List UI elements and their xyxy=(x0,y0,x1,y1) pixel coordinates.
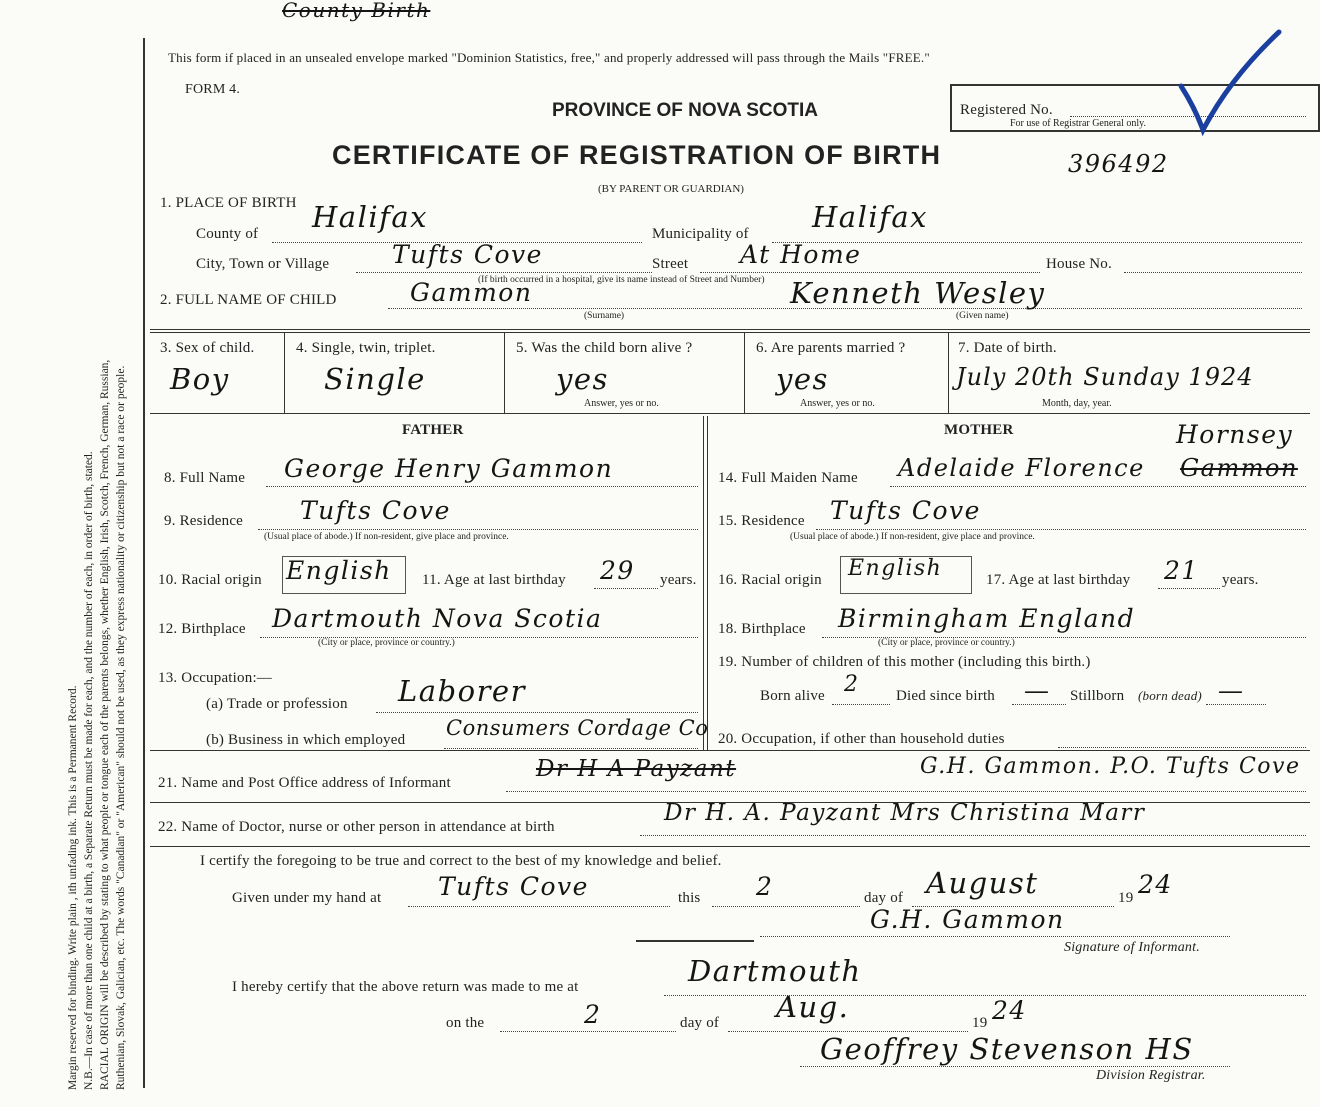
mother-name-struck: Gammon xyxy=(1180,454,1298,482)
father-residence-note: (Usual place of abode.) If non-resident, give place and province. xyxy=(264,532,509,542)
informant-signature: G.H. Gammon xyxy=(870,905,1065,934)
mother-residence-value: Tufts Cove xyxy=(830,496,981,525)
given-place: Tufts Cove xyxy=(438,872,589,901)
died-value: — xyxy=(1024,676,1051,705)
place-of-birth-label: 1. PLACE OF BIRTH xyxy=(160,195,297,211)
mother-race-label: 16. Racial origin xyxy=(718,572,822,588)
father-residence-label: 9. Residence xyxy=(164,513,244,529)
date-value: July 20th Sunday 1924 xyxy=(956,363,1254,391)
hospital-note: (If birth occurred in a hospital, give its name instead of Street and Number) xyxy=(478,275,765,285)
this-label: this xyxy=(678,890,701,906)
father-age-label: 11. Age at last birthday xyxy=(422,572,566,588)
certificate-number: 396492 xyxy=(1068,150,1169,178)
margin-line-4: Ruthenian, Slovak, Galician, etc. The words "Canadian" or "American" should not be used, as they express nationality or citizenship but not a race or people. xyxy=(115,365,127,1090)
certify-statement: I certify the foregoing to be true and correct to the best of my knowledge and belief. xyxy=(200,853,722,869)
city-value: Tufts Cove xyxy=(392,240,543,269)
registrar-signature: Geoffrey Stevenson HS xyxy=(820,1032,1194,1066)
border-line xyxy=(143,38,145,1088)
street-value: At Home xyxy=(740,240,862,269)
registrar-place: Dartmouth xyxy=(688,954,862,988)
father-name-value: George Henry Gammon xyxy=(284,454,614,483)
mother-age-value: 21 xyxy=(1164,556,1199,585)
informant-value: G.H. Gammon. P.O. Tufts Cove xyxy=(920,754,1301,779)
mother-name-label: 14. Full Maiden Name xyxy=(718,470,858,486)
margin-line-2: N.B.—In case of more than one child at a birth, a Separate Return must be made for each, and the number of each, in order of birth, stated. xyxy=(83,451,95,1090)
municipality-label: Municipality of xyxy=(652,226,749,242)
year-value: 24 xyxy=(1138,870,1173,899)
on-the-label: on the xyxy=(446,1015,485,1031)
business-value: Consumers Cordage Co xyxy=(446,716,709,740)
multiplicity-value: Single xyxy=(324,362,426,396)
father-age-unit: years. xyxy=(660,572,697,588)
county-label: County of xyxy=(196,226,259,242)
father-residence-value: Tufts Cove xyxy=(300,496,451,525)
margin-line-3: RACIAL ORIGIN will be described by stating to what people or tongue each of the parents belongs, whether English, Irish, Scotch, French, German, Russian, xyxy=(99,359,111,1090)
mother-name-correction: Hornsey xyxy=(1176,420,1294,449)
mother-birthplace-value: Birmingham England xyxy=(838,604,1136,633)
child-name-label: 2. FULL NAME OF CHILD xyxy=(160,292,337,308)
certificate-title: CERTIFICATE OF REGISTRATION OF BIRTH xyxy=(332,140,942,170)
father-age-value: 29 xyxy=(600,556,635,585)
father-race-label: 10. Racial origin xyxy=(158,572,262,588)
trade-label: (a) Trade or profession xyxy=(206,696,348,712)
day-of-label: day of xyxy=(864,890,904,906)
registered-note: For use of Registrar General only. xyxy=(1010,118,1146,129)
father-birthplace-label: 12. Birthplace xyxy=(158,621,246,637)
born-alive-note: Answer, yes or no. xyxy=(584,398,659,409)
born-alive-label: 5. Was the child born alive ? xyxy=(516,340,693,356)
mother-age-label: 17. Age at last birthday xyxy=(986,572,1131,588)
registrar-statement: I hereby certify that the above return was made to me at xyxy=(232,979,579,995)
business-label: (b) Business in which employed xyxy=(206,732,406,748)
married-value: yes xyxy=(776,362,829,396)
surname-note: (Surname) xyxy=(584,311,625,321)
doctor-label: 22. Name of Doctor, nurse or other person in attendance at birth xyxy=(158,819,555,835)
married-note: Answer, yes or no. xyxy=(800,398,875,409)
sex-value: Boy xyxy=(170,362,230,396)
stillborn-label: Stillborn xyxy=(1070,688,1125,704)
multiplicity-label: 4. Single, twin, triplet. xyxy=(296,340,436,356)
trade-value: Laborer xyxy=(398,674,526,708)
died-label: Died since birth xyxy=(896,688,996,704)
informant-signature-label: Signature of Informant. xyxy=(1064,940,1200,955)
mother-birthplace-label: 18. Birthplace xyxy=(718,621,806,637)
mailing-notice: This form if placed in an unsealed envelope marked "Dominion Statistics, free," and properly addressed will pass through the Mails "FREE." xyxy=(168,50,930,65)
informant-label: 21. Name and Post Office address of Informant xyxy=(158,775,451,791)
father-birthplace-value: Dartmouth Nova Scotia xyxy=(272,604,603,633)
registrar-year: 24 xyxy=(992,996,1027,1025)
check-mark-icon xyxy=(1175,28,1285,138)
born-alive-count: 2 xyxy=(844,672,860,697)
mother-heading: MOTHER xyxy=(944,422,1014,438)
registrar-day-of-label: day of xyxy=(680,1015,720,1031)
subtitle: (BY PARENT OR GUARDIAN) xyxy=(598,183,744,195)
children-count-label: 19. Number of children of this mother (including this birth.) xyxy=(718,654,1091,670)
father-birthplace-note: (City or place, province or country.) xyxy=(318,638,455,648)
registrar-year-prefix: 19 xyxy=(972,1015,988,1031)
sex-label: 3. Sex of child. xyxy=(160,340,255,356)
stillborn-note: (born dead) xyxy=(1138,688,1202,703)
municipality-value: Halifax xyxy=(812,200,929,234)
mother-name-value: Adelaide Florence xyxy=(898,454,1145,482)
father-name-label: 8. Full Name xyxy=(164,470,246,486)
child-given-name: Kenneth Wesley xyxy=(790,276,1046,310)
this-value: 2 xyxy=(756,872,774,901)
date-note: Month, day, year. xyxy=(1042,398,1112,409)
street-label: Street xyxy=(652,256,689,272)
father-heading: FATHER xyxy=(402,422,464,438)
date-label: 7. Date of birth. xyxy=(958,340,1057,356)
registered-label: Registered No. xyxy=(960,102,1053,118)
informant-struck: Dr H A Payzant xyxy=(536,756,737,782)
province: PROVINCE OF NOVA SCOTIA xyxy=(552,100,819,121)
married-label: 6. Are parents married ? xyxy=(756,340,906,356)
occupation-label: 13. Occupation:— xyxy=(158,670,273,686)
child-surname: Gammon xyxy=(410,278,533,307)
city-label: City, Town or Village xyxy=(196,256,330,272)
margin-line-1: Margin reserved for binding. Write plain , ith unfading ink. This is a Permanent Record. xyxy=(67,685,79,1090)
doctor-value: Dr H. A. Payzant Mrs Christina Marr xyxy=(664,800,1146,826)
registrar-month: Aug. xyxy=(776,990,850,1024)
mother-residence-note: (Usual place of abode.) If non-resident, give place and province. xyxy=(790,532,1035,542)
mother-occupation-label: 20. Occupation, if other than household duties xyxy=(718,731,1005,747)
born-alive-count-label: Born alive xyxy=(760,688,825,704)
born-alive-value: yes xyxy=(556,362,609,396)
registrar-day: 2 xyxy=(584,1000,602,1029)
county-value: Halifax xyxy=(312,200,429,234)
stillborn-value: — xyxy=(1218,676,1245,705)
registrar-signature-label: Division Registrar. xyxy=(1096,1068,1206,1083)
top-note: County Birth xyxy=(282,0,431,22)
given-label: Given under my hand at xyxy=(232,890,382,906)
house-label: House No. xyxy=(1046,256,1112,272)
father-race-value: English xyxy=(286,556,392,585)
form-number: FORM 4. xyxy=(185,82,241,97)
mother-birthplace-note: (City or place, province or country.) xyxy=(878,638,1015,648)
mother-race-value: English xyxy=(848,556,943,581)
year-prefix: 19 xyxy=(1118,890,1134,906)
given-name-note: (Given name) xyxy=(956,311,1009,321)
month-value: August xyxy=(926,866,1039,900)
mother-age-unit: years. xyxy=(1222,572,1259,588)
mother-residence-label: 15. Residence xyxy=(718,513,805,529)
